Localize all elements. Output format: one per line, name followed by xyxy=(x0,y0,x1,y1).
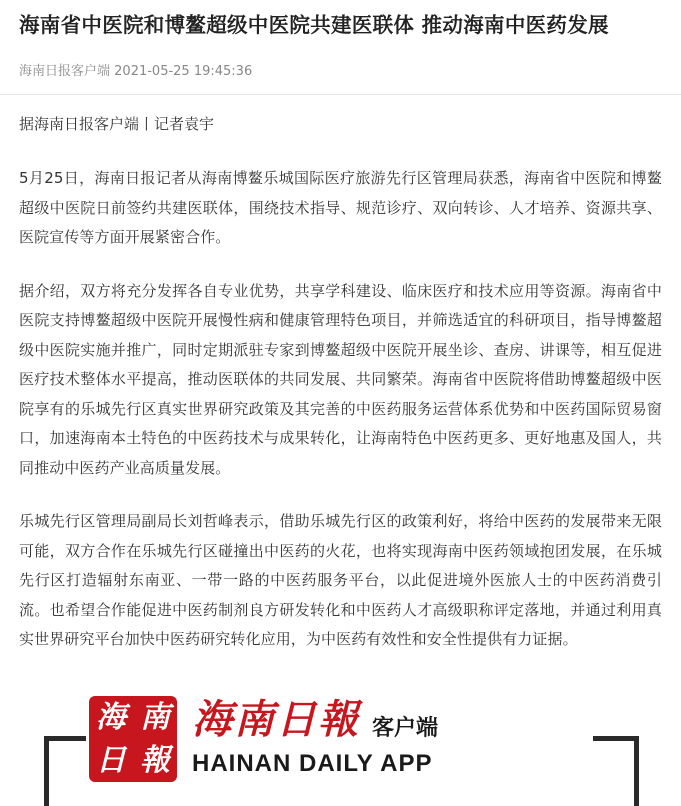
article-body xyxy=(0,113,681,655)
article-meta xyxy=(19,64,662,80)
article-paragraph-1: 5月25日，海南日报记者从海南博鳌乐城国际医疗旅游先行区管理局获悉，海南省中医院和博鳌超级中医院日前签约共建医联体，围绕技术指导、规范诊疗、双向转诊、人才培养、资源共享、医院宣传等方面开展紧密合作。 xyxy=(19,169,662,246)
article-source[interactable]: 海南日报客户端 xyxy=(19,64,111,79)
hainan-daily-app-banner xyxy=(0,690,681,798)
brand-suffix: 客户端 xyxy=(372,715,439,741)
logo-char: 報 xyxy=(140,742,170,778)
article-paragraph-3: 乐城先行区管理局副局长刘哲峰表示，借助乐城先行区的政策利好，将给中医药的发展带来无限可能，双方合作在乐城先行区碰撞出中医药的火花，也将实现海南中医药领域抱团发展，在乐城先行区打造辐射东南亚、一带一路的中医药服务平台，以此促进境外医旅人士的中医药消费引流。也希望合作能促进中医药制剂良方研发转化和中医药人才高级职称评定落地，并通过利用真实世界研究平台加快中医药研究转化应用，为中医药有效性和安全性提供有力证据。 xyxy=(19,512,662,648)
frame-corner-right xyxy=(593,736,639,741)
article-title: 海南省中医院和博鳌超级中医院共建医联体 推动海南中医药发展 xyxy=(19,13,609,37)
brand-name-en: HAINAN DAILY APP xyxy=(192,750,433,777)
frame-edge-right xyxy=(634,736,639,806)
hainan-daily-logo-icon xyxy=(89,696,177,782)
logo-char: 南 xyxy=(140,699,170,735)
frame-edge-left xyxy=(44,736,49,806)
logo-char: 日 xyxy=(96,742,126,778)
article xyxy=(0,0,681,80)
frame-corner-left xyxy=(44,736,86,741)
header-divider xyxy=(0,94,681,95)
article-byline: 据海南日报客户端丨记者袁宇 xyxy=(19,115,215,133)
logo-char: 海 xyxy=(96,699,126,735)
article-paragraph-2: 据介绍，双方将充分发挥各自专业优势，共享学科建设、临床医疗和技术应用等资源。海南省中医院支持博鳌超级中医院开展慢性病和健康管理特色项目，并筛选适宜的科研项目，指导博鳌超级中医院实施并推广，同时定期派驻专家到博鳌超级中医院开展坐诊、查房、讲课等，相互促进医疗技术整体水平提高，推动医联体的共同发展、共同繁荣。海南省中医院将借助博鳌超级中医院享有的乐城先行区真实世界研究政策及其完善的中医药服务运营体系优势和中医药国际贸易窗口，加速海南本土特色的中医药技术与成果转化，让海南特色中医药更多、更好地惠及国人，共同推动中医药产业高质量发展。 xyxy=(19,281,662,477)
brand-name-cn: 海南日報 xyxy=(192,696,360,743)
article-datetime: 2021-05-25 19:45:36 xyxy=(114,64,253,79)
